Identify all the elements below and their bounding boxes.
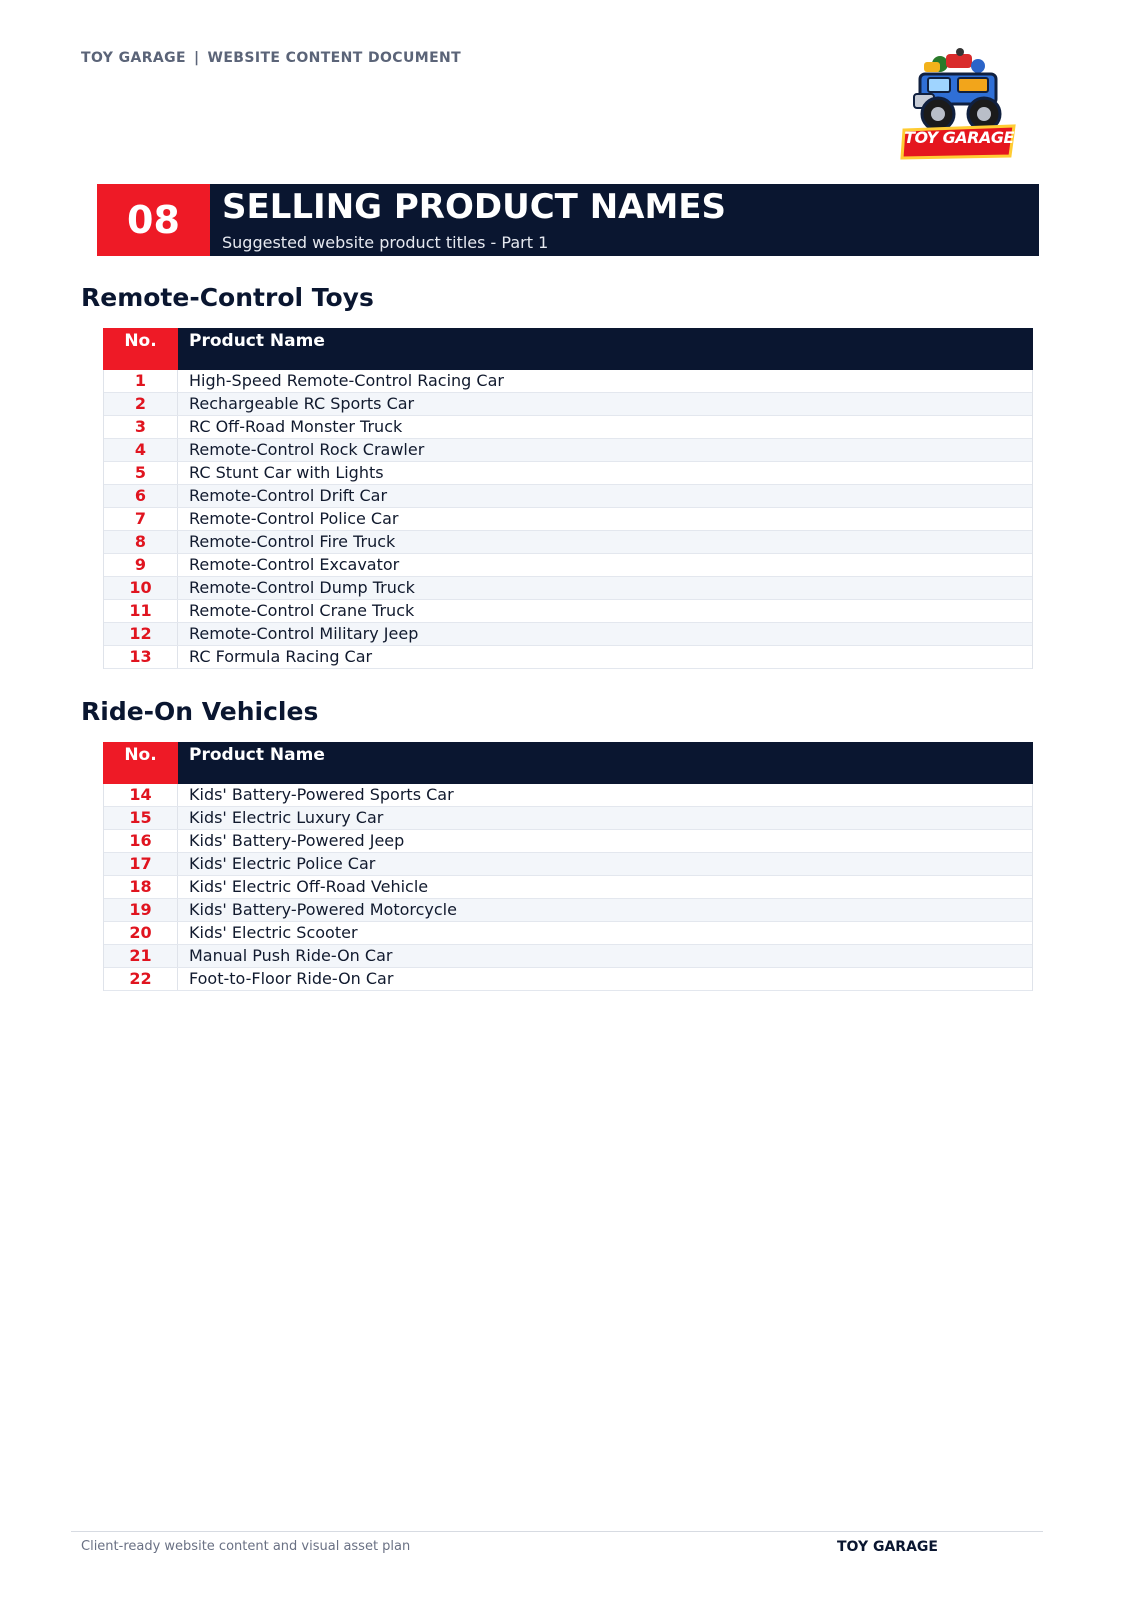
section-subtitle: Suggested website product titles - Part 1 bbox=[222, 233, 549, 252]
row-number: 14 bbox=[104, 784, 178, 806]
product-name: Kids' Electric Scooter bbox=[189, 923, 358, 942]
product-name: Remote-Control Police Car bbox=[189, 509, 399, 528]
footer-brand: TOY GARAGE bbox=[837, 1539, 938, 1555]
row-number: 4 bbox=[104, 439, 178, 461]
table-row bbox=[104, 807, 1032, 830]
row-number: 16 bbox=[104, 830, 178, 852]
table-row bbox=[104, 623, 1032, 646]
table-body bbox=[103, 370, 1033, 669]
product-name: Kids' Battery-Powered Sports Car bbox=[189, 785, 454, 804]
row-number: 15 bbox=[104, 807, 178, 829]
row-number: 11 bbox=[104, 600, 178, 622]
product-name: Remote-Control Excavator bbox=[189, 555, 400, 574]
table-row bbox=[104, 899, 1032, 922]
table-row bbox=[104, 922, 1032, 945]
product-name: Rechargeable RC Sports Car bbox=[189, 394, 415, 413]
row-number: 21 bbox=[104, 945, 178, 967]
row-number: 3 bbox=[104, 416, 178, 438]
footer-caption: Client-ready website content and visual asset plan bbox=[81, 1539, 411, 1554]
table-row bbox=[104, 600, 1032, 623]
product-name: Remote-Control Rock Crawler bbox=[189, 440, 425, 459]
table-row bbox=[104, 554, 1032, 577]
product-table-ride-on bbox=[103, 742, 1033, 991]
section-banner bbox=[97, 184, 1039, 256]
table-row bbox=[104, 508, 1032, 531]
product-name: Manual Push Ride-On Car bbox=[189, 946, 393, 965]
row-number: 2 bbox=[104, 393, 178, 415]
row-number: 8 bbox=[104, 531, 178, 553]
product-name: RC Formula Racing Car bbox=[189, 647, 373, 666]
table-row bbox=[104, 531, 1032, 554]
table-row bbox=[104, 462, 1032, 485]
header-brand: TOY GARAGE bbox=[81, 50, 186, 66]
table-row bbox=[104, 577, 1032, 600]
table-row bbox=[104, 853, 1032, 876]
table-row bbox=[104, 439, 1032, 462]
row-number: 9 bbox=[104, 554, 178, 576]
product-name: Kids' Electric Police Car bbox=[189, 854, 376, 873]
column-header-product-name: Product Name bbox=[178, 742, 1033, 784]
logo-text: TOY GARAGE bbox=[904, 128, 1014, 147]
row-number: 17 bbox=[104, 853, 178, 875]
table-row bbox=[104, 968, 1032, 991]
row-number: 6 bbox=[104, 485, 178, 507]
product-table-remote-control bbox=[103, 328, 1033, 669]
product-name: Kids' Electric Luxury Car bbox=[189, 808, 384, 827]
column-header-no: No. bbox=[103, 742, 178, 784]
row-number: 1 bbox=[104, 370, 178, 392]
table-header bbox=[103, 742, 1033, 784]
product-name: Kids' Battery-Powered Jeep bbox=[189, 831, 405, 850]
product-name: Remote-Control Fire Truck bbox=[189, 532, 396, 551]
row-number: 10 bbox=[104, 577, 178, 599]
product-name: High-Speed Remote-Control Racing Car bbox=[189, 371, 504, 390]
row-number: 12 bbox=[104, 623, 178, 645]
product-name: Remote-Control Dump Truck bbox=[189, 578, 415, 597]
table-row bbox=[104, 370, 1032, 393]
footer-divider bbox=[71, 1531, 1043, 1532]
table-row bbox=[104, 416, 1032, 439]
table-row bbox=[104, 646, 1032, 669]
product-name: Kids' Battery-Powered Motorcycle bbox=[189, 900, 457, 919]
column-header-product-name: Product Name bbox=[178, 328, 1033, 370]
table-row bbox=[104, 945, 1032, 968]
table-row bbox=[104, 830, 1032, 853]
table-row bbox=[104, 784, 1032, 807]
row-number: 5 bbox=[104, 462, 178, 484]
table-header bbox=[103, 328, 1033, 370]
column-header-no: No. bbox=[103, 328, 178, 370]
section-title: SELLING PRODUCT NAMES bbox=[222, 187, 727, 227]
row-number: 7 bbox=[104, 508, 178, 530]
table-row bbox=[104, 393, 1032, 416]
section-heading-ride-on-vehicles: Ride-On Vehicles bbox=[81, 697, 319, 726]
section-heading-remote-control-toys: Remote-Control Toys bbox=[81, 283, 374, 312]
section-number: 08 bbox=[97, 184, 210, 256]
header-separator: | bbox=[193, 50, 200, 66]
product-name: Kids' Electric Off-Road Vehicle bbox=[189, 877, 429, 896]
header-doc-title: WEBSITE CONTENT DOCUMENT bbox=[207, 50, 462, 66]
toy-garage-logo bbox=[900, 48, 1018, 166]
product-name: Foot-to-Floor Ride-On Car bbox=[189, 969, 394, 988]
document-header bbox=[81, 50, 461, 66]
product-name: Remote-Control Crane Truck bbox=[189, 601, 415, 620]
table-row bbox=[104, 876, 1032, 899]
row-number: 18 bbox=[104, 876, 178, 898]
row-number: 22 bbox=[104, 968, 178, 990]
product-name: Remote-Control Drift Car bbox=[189, 486, 388, 505]
table-body bbox=[103, 784, 1033, 991]
row-number: 13 bbox=[104, 646, 178, 668]
product-name: RC Off-Road Monster Truck bbox=[189, 417, 403, 436]
row-number: 20 bbox=[104, 922, 178, 944]
product-name: Remote-Control Military Jeep bbox=[189, 624, 419, 643]
row-number: 19 bbox=[104, 899, 178, 921]
table-row bbox=[104, 485, 1032, 508]
product-name: RC Stunt Car with Lights bbox=[189, 463, 384, 482]
